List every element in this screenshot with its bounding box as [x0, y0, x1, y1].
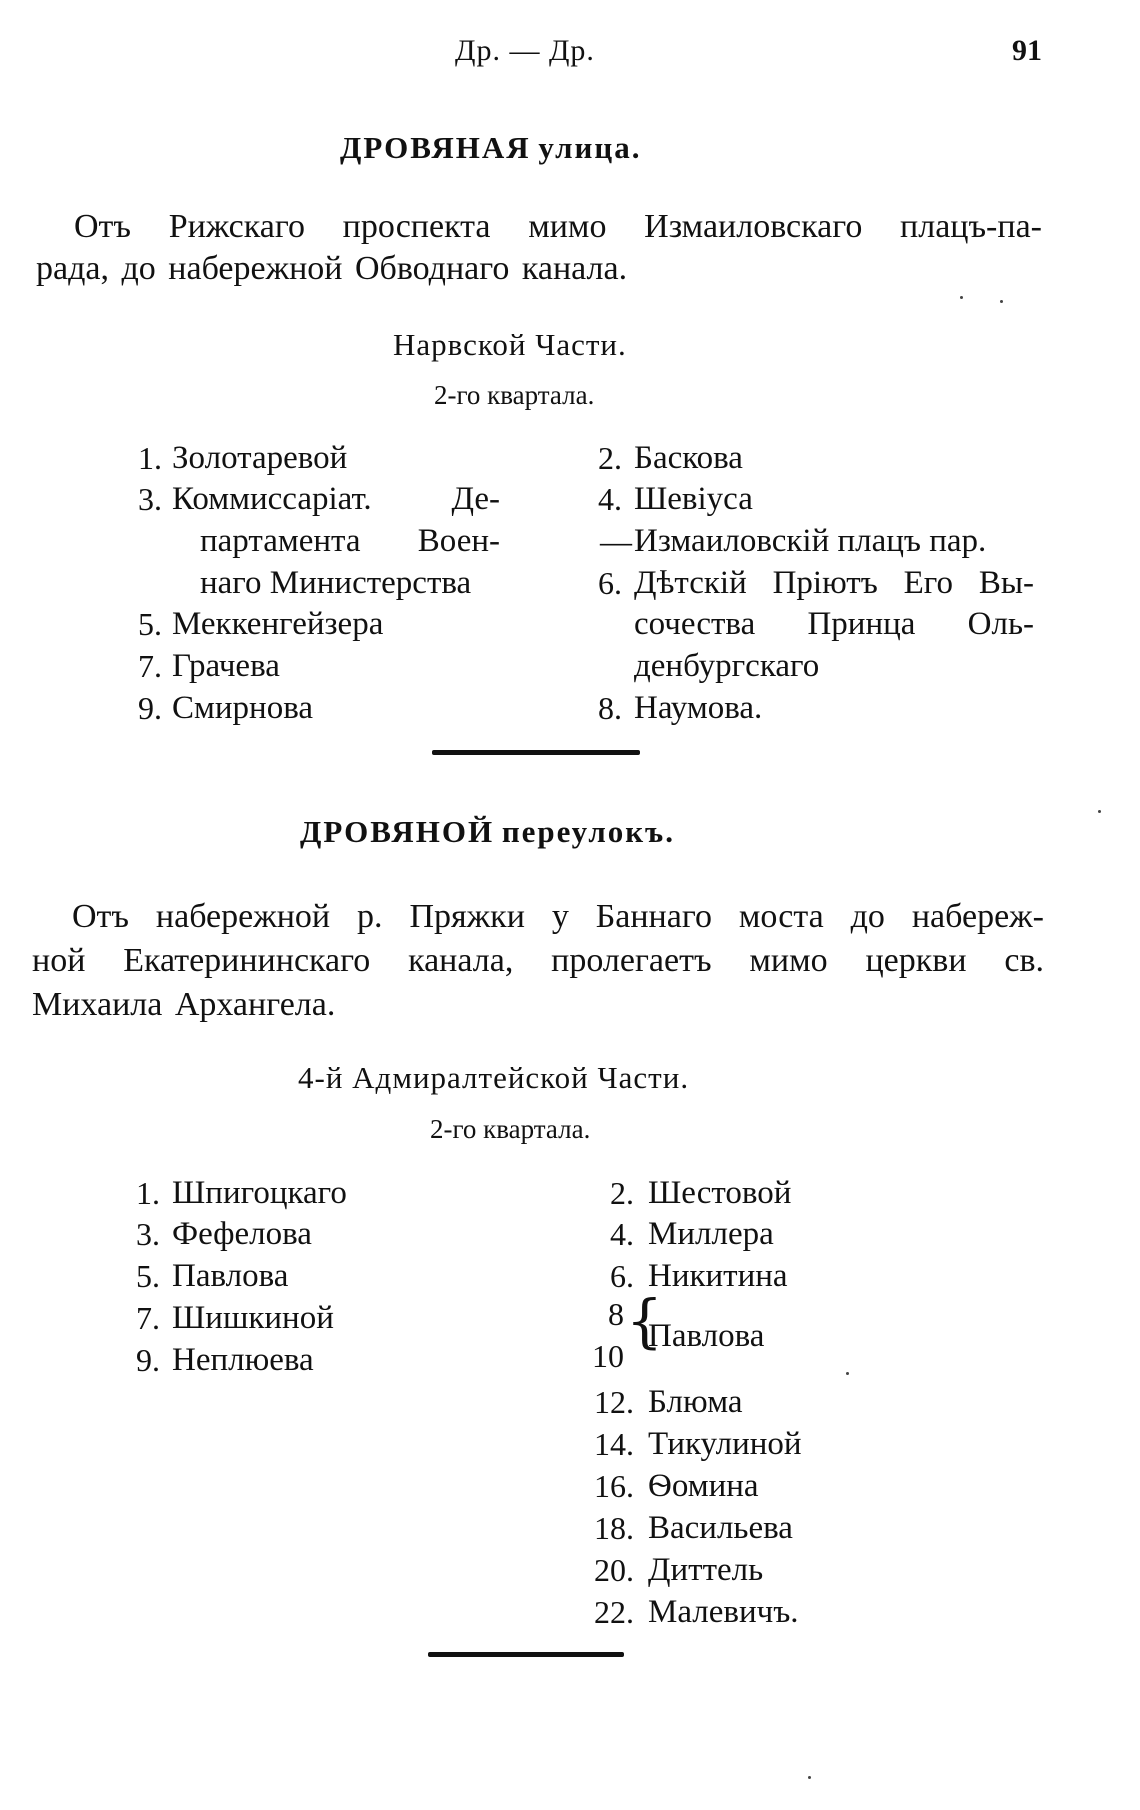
house-number: 4.: [610, 1216, 634, 1252]
scan-speck: [1000, 300, 1003, 303]
house-number: 5.: [138, 606, 162, 642]
house-number: 9.: [138, 690, 162, 726]
house-number: 6.: [598, 565, 622, 601]
owner-name: Неплюева: [172, 1342, 314, 1378]
street1-district: Нарвской Части.: [393, 327, 627, 362]
scan-speck: [808, 1776, 811, 1779]
owner-name-continuation: партамента Воен-: [200, 523, 500, 559]
street-name: ДРОВЯНОЙ: [300, 814, 495, 849]
owner-name: Павлова: [172, 1258, 289, 1294]
street-name: ДРОВЯНАЯ: [340, 130, 531, 165]
street2-description-line-1: Отъ набережной р. Пряжки у Баннаго моста до набереж-: [72, 898, 1044, 935]
house-number: 4.: [598, 481, 622, 517]
house-number: 1.: [138, 440, 162, 476]
owner-name: Шевіуса: [634, 481, 753, 517]
owner-name: Шестовой: [648, 1175, 792, 1211]
street-kind: улица.: [538, 130, 642, 165]
owner-name: Шишкиной: [172, 1300, 334, 1336]
owner-name: Миллера: [648, 1216, 774, 1252]
owner-name: Блюма: [648, 1384, 743, 1420]
street2-description-line-3: Михаила Архангела.: [32, 986, 336, 1023]
street-title-drovyanoy: [300, 814, 675, 850]
house-number: 12.: [594, 1384, 634, 1420]
house-number: 22.: [594, 1594, 634, 1630]
owner-name-continuation: сочества Принца Оль-: [634, 606, 1034, 642]
scan-speck: [846, 1372, 849, 1375]
owner-name: Наумова.: [634, 690, 763, 726]
house-number: 2.: [610, 1175, 634, 1211]
owner-name: Васильева: [648, 1510, 793, 1546]
owner-name: Малевичъ.: [648, 1594, 799, 1630]
house-number: 10: [592, 1338, 624, 1374]
house-number: 14.: [594, 1426, 634, 1462]
section-divider: [432, 750, 640, 755]
brace-symbol: {: [626, 1287, 663, 1355]
house-number: 1.: [136, 1175, 160, 1211]
street1-description-line-1: Отъ Рижскаго проспекта мимо Измаиловскаго плацъ-па-: [74, 208, 1042, 245]
house-number: 18.: [594, 1510, 634, 1546]
street-title-drovyanaya: [340, 130, 641, 166]
owner-name: Грачева: [172, 648, 280, 684]
owner-name: Ѳомина: [648, 1468, 759, 1504]
owner-name: Баскова: [634, 440, 743, 476]
owner-name: Золотаревой: [172, 440, 348, 476]
running-head: Др. — Др.: [455, 34, 595, 67]
house-number: 2.: [598, 440, 622, 476]
owner-name: Смирнова: [172, 690, 314, 726]
owner-name: Меккенгейзера: [172, 606, 384, 642]
section-divider: [428, 1652, 624, 1657]
owner-name-continuation: денбургскаго: [634, 648, 820, 684]
owner-name: Тикулиной: [648, 1426, 802, 1462]
house-number: 3.: [138, 481, 162, 517]
owner-name: Коммиссаріат. Де-: [172, 481, 500, 517]
street2-district: 4-й Адмиралтейской Части.: [298, 1060, 690, 1095]
house-number: 8.: [598, 690, 622, 726]
owner-name: Диттель: [648, 1552, 764, 1588]
owner-name: Измаиловскій плацъ пар.: [634, 523, 987, 559]
house-number: 7.: [138, 648, 162, 684]
owner-name: Никитина: [648, 1258, 788, 1294]
street1-quarter: 2-го квартала.: [434, 380, 595, 410]
house-number: 5.: [136, 1258, 160, 1294]
street2-quarter: 2-го квартала.: [430, 1114, 591, 1144]
house-number: 6.: [610, 1258, 634, 1294]
page-number: 91: [1012, 34, 1042, 67]
scan-speck: [960, 296, 963, 299]
house-number: 3.: [136, 1216, 160, 1252]
bracketed-owner-name: Павлова: [648, 1318, 765, 1354]
house-number: 8: [608, 1296, 624, 1332]
owner-name: Дѣтскій Пріютъ Его Вы-: [634, 565, 1034, 601]
street2-description-line-2: ной Екатерининскаго канала, пролегаетъ мимо церкви св.: [32, 942, 1044, 979]
owner-name: Шпигоцкаго: [172, 1175, 347, 1211]
house-number: 9.: [136, 1342, 160, 1378]
street1-description-line-2: рада, до набережной Обводнаго канала.: [36, 250, 628, 287]
owner-name: Фефелова: [172, 1216, 312, 1252]
house-number-dash: —: [600, 523, 632, 559]
house-number: 16.: [594, 1468, 634, 1504]
street-kind: переулокъ.: [501, 814, 675, 849]
house-number: 20.: [594, 1552, 634, 1588]
scan-speck: [1098, 810, 1101, 813]
house-number: 7.: [136, 1300, 160, 1336]
owner-name-continuation: наго Министерства: [200, 565, 472, 601]
